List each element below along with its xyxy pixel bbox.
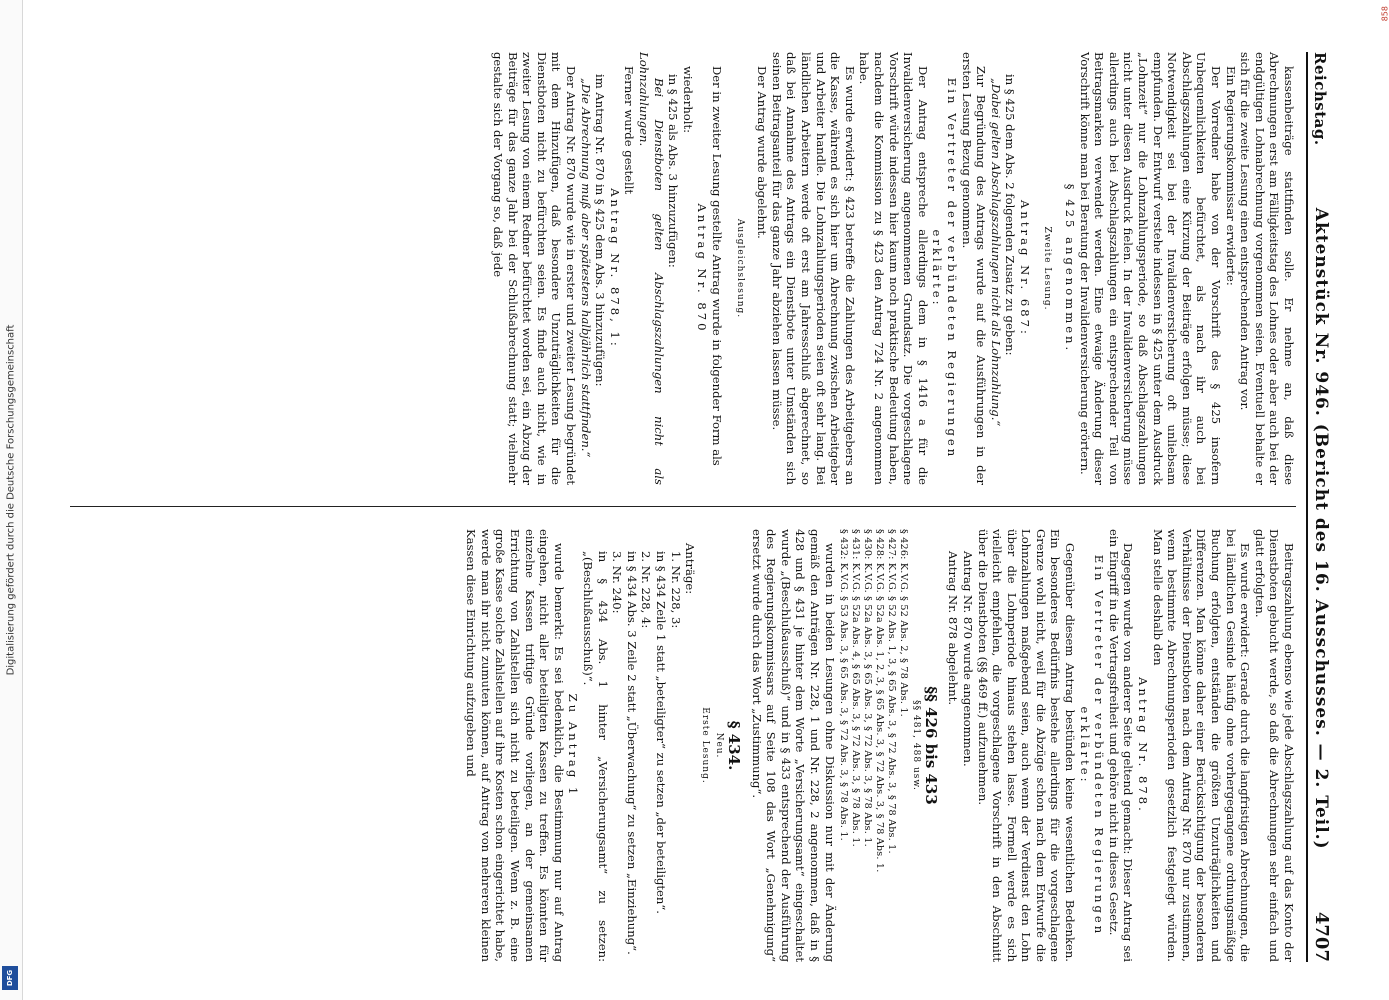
list-item: in § 434 Zeile 1 statt „beteiligter“ zu setzen „der beteiligten“.: [654, 551, 669, 914]
document-page: [60, 52, 1340, 962]
paragraph: wurde bemerkt: Es sei bedenklich, die Bestimmung nur auf Antrag eingehen, nicht aller beteiligten Kassen zu treffen. Es könnten für einzelne Kassen triftige Gründe vorliegen, an der gemeinsamen Errichtung von Zahlstellen sich nicht zu beteiligen. Wenn z. B. eine große Kasse solche Zahlstellen auf ihre Kosten schon eingerichtet habe, werde man ihr nicht zumuten können, auf Antrag von mehreren kleinen Kassen diese Einrichtung aufzugeben und: [464, 529, 566, 962]
paragraph: Ein Regierungskommissar erwiderte:: [1223, 66, 1238, 286]
motion-heading: Zu Antrag 1: [566, 693, 581, 798]
paragraph: Der Antrag wurde abgelehnt.: [755, 66, 770, 239]
quote: „Die Abrechnung muß aber spätestens halbjährlich stattfinden.“: [578, 78, 593, 458]
list-item: in § 434 Abs. 1 hinter „Versicherungsamt“ zu setzen: „(Beschlußausschuß)“.: [581, 551, 610, 962]
column-divider: [70, 506, 1296, 507]
list-item: in § 434 Abs. 3 Zeile 2 statt „Überwachung“ zu setzen „Einziehung“.: [624, 551, 639, 955]
list-item: 3. Nr. 240:: [610, 551, 625, 614]
paragraph: Dagegen wurde von anderer Seite geltend gemacht: Dieser Antrag sei ein Eingriff in die Vertragsfreiheit und gehöre nicht in dieses Gesetz.: [1106, 529, 1136, 962]
reference-line: § 426: K.V.G. § 52 Abs. 2, § 78 Abs. 1.: [897, 529, 909, 717]
paragraph: wurden in beiden Lesungen ohne Diskussion nur mit der Änderung gemäß den Anträgen Nr. 228, 1 und Nr. 228, 2 angenommen, daß in § 428 und § 431 je hinter dem Worte „Versicherungsamt“ eingeschaltet wurde „(Beschlußausschuß)“ und in § 433 entsprechend der Ausführung des Regierungskommissars auf Seite 108 das Wort „Genehmigung“ ersetzt wurde durch das Wort „Zustimmung“.: [749, 529, 837, 962]
section-heading: Ausgleichslesung.: [734, 218, 745, 319]
quote: „Dabei gelten Abschlagszahlungen nicht als Lohnzahlung.“: [988, 78, 1003, 427]
paragraph: in § 425 als Abs. 3 hinzuzufügen:: [666, 74, 681, 268]
paragraph: im Antrag Nr. 870 in § 425 dem Abs. 3 hinzuzufügen:: [593, 74, 608, 387]
page-number: 4707: [1311, 911, 1332, 962]
paragraph: kassenbeiträge stattfinden solle. Er nehme an, daß diese Abrechnungen erst am Fälligkeitstag des Lohnes oder aber auch bei der endgültigen Lohnabrechnung vorgenommen seien. Eventuell behalte er sich für die zweite Lesung einen entsprechenden Antrag vor.: [1238, 52, 1296, 485]
paragraph: Der Antrag entspreche allerdings dem in § 1416 a für die Invalidenversicherung angenommenen Grundsatz. Die vorgeschlagene Vorschrift würde indessen hier kaum noch praktische Bedeutung haben, nachdem die Kommission zu § 423 den Antrag 724 Nr. 2 angenommen habe.: [857, 52, 930, 485]
section-heading: § 434.: [725, 720, 743, 771]
left-column: [70, 52, 1296, 485]
paragraph: Der Antrag Nr. 870 wurde wie in erster und zweiter Lesung begründet mit dem Hinzufügen, daß besondere Unzuträglichkeiten für die Dienstboten nicht zu befürchten seien. Es finde auch nicht, wie in zweiter Lesung von einem Redner befürchtet worden sei, ein Abzug der Beiträge für das ganze Jahr bei der Schlußabrechnung statt; vielmehr gestalte sich der Vorgang so, daß jede: [491, 52, 579, 485]
paragraph: wiederholt:: [680, 66, 695, 134]
header-left: Reichstag.: [1311, 52, 1329, 146]
reference-line: § 430: K.V.G. § 52a Abs. 3, § 65 Abs. 3, § 72 Abs. 3, § 78 Abs. 1.: [861, 529, 873, 847]
paragraph: Beitragszahlung ebenso wie jede Abschlagszahlung auf das Konto der Dienstboten gebucht werde, so daß die Abrechnungen sehr einfach und glatt erfolgten.: [1252, 529, 1296, 962]
quote: Bei Dienstboten gelten Abschlagszahlungen nicht als Lohnzahlungen.: [637, 52, 666, 485]
paragraph: Zur Begründung des Antrags wurde auf die Ausführungen in der ersten Lesung Bezug genommen.: [959, 52, 989, 485]
motion-heading: Antrag Nr. 878, 1:: [607, 188, 622, 349]
paragraph: Es wurde erwidert: Gerade durch die langfristigen Abrechnungen, die bei ländlichen Gesinde häufig ohne vorhergegangene ordnungsmäßige Buchung erfolgten, entständen die größten Unzuträglichkeiten und Differenzen. Man könne daher einer Berücksichtigung der besonderen Verhältnisse der Dienstboten nach dem Antrag Nr. 870 nur zustimmen, wenn bestimmte Abrechnungsperioden gesetzlich festgelegt würden. Man stelle deshalb den: [1150, 529, 1253, 962]
motion-heading: Antrag Nr. 687:: [1017, 200, 1032, 337]
paragraph: Antrag Nr. 878 abgelehnt.: [946, 551, 961, 706]
right-column: [70, 529, 1296, 962]
dfg-logo-text: DFG: [6, 969, 14, 987]
section-subheading: Erste Lesung.: [699, 707, 710, 784]
paragraph: Der Vorredner habe von der Vorschrift des § 425 insofern Unbequemlichkeiten befürchtet, als nach ihr auch bei Abschlagszahlungen eine Kürzung der Beiträge erfolgen müsse; diese Notwendigkeit sei bei der Invalidenversicherung oft unliebsam empfunden. Der Entwurf verstehe indessen in § 425 unter dem Ausdruck „Lohnzeit“ nur die Lohnzahlungsperiode, so daß Abschlagszahlungen nicht unter diesen Ausdruck fielen. In der Invalidenversicherung müsse allerdings auch bei Abschlagszahlungen ein entsprechender Teil von Beitragsmarken verwendet werden. Eine etwaige Änderung dieser Vorschrift könne man bei Beratung der Invalidenversicherung erörtern.: [1077, 52, 1224, 485]
paragraph: Ein Vertreter der verbündeten Regierungen erklärte:: [930, 77, 959, 460]
reference-line: § 428: K.V.G. § 52a Abs. 1, 2, 3, § 65 Abs. 3, § 72 Abs. 3, § 78 Abs. 1.: [873, 529, 885, 873]
reference-line: § 432: K.V.G. § 53 Abs. 3, § 65 Abs. 3, § 72 Abs. 3, § 78 Abs. 1.: [837, 529, 849, 841]
header-title: Aktenstück Nr. 946. (Bericht des 16. Ausschusses. — 2. Teil.): [1311, 207, 1331, 850]
dfg-logo: [2, 966, 18, 990]
scan-area: [60, 52, 1340, 962]
paragraph: Der in zweiter Lesung gestellte Antrag wurde in folgender Form als: [710, 66, 725, 466]
paragraph: Anträge:: [683, 543, 698, 595]
section-heading: Zweite Lesung.: [1042, 226, 1053, 311]
corner-mark: 858: [1380, 6, 1389, 22]
page-header: [1306, 52, 1340, 962]
list-item: 2. Nr. 228, 4:: [639, 551, 654, 629]
funding-note: Digitalisierung gefördert durch die Deutsche Forschungsgemeinschaft: [5, 324, 17, 676]
paragraph: Es wurde erwidert: § 423 betreffe die Zahlungen des Arbeitgebers an die Kasse, während es sich hier um Abrechnung zwischen Arbeitgeber und Arbeiter handle. Die Lohnzahlungsperioden seien oft sehr lang. Bei ländlichen Arbeitern werde oft erst am Jahresschluß abgerechnet, so daß bei Annahme des Antrags ein Dienstbote unter Umständen sich seinen Beitragsanteil für das ganze Jahr abziehen lassen müsse.: [769, 52, 857, 485]
paragraph: in § 425 dem Abs. 2 folgenden Zusatz zu geben:: [1003, 74, 1018, 356]
paragraph: § 425 angenommen.: [1063, 183, 1078, 354]
side-strip: [0, 0, 23, 1000]
reference-line: § 427: K.V.G. § 52 Abs. 1, 3, § 65 Abs. 3, § 72 Abs. 3, § 78 Abs. 1.: [885, 529, 897, 854]
paragraph: Antrag Nr. 870 wurde angenommen.: [960, 551, 975, 767]
paragraph: Ein Vertreter der verbündeten Regierungen erklärte:: [1077, 554, 1107, 937]
section-subheading: Neu.: [714, 732, 725, 759]
reference-line: § 431: K.V.G. § 52a Abs. 4, § 65 Abs. 3, § 72 Abs. 3, § 78 Abs. 1.: [849, 529, 861, 847]
section-heading: §§ 426 bis 433: [921, 686, 940, 805]
motion-heading: Antrag Nr. 870: [695, 203, 710, 334]
paragraph: Gegenüber diesem Antrag bestünden keine wesentlichen Bedenken. Ein besonderes Bedürfnis bestehe allerdings für die vorgeschlagene Grenze wohl nicht, weil für die Abzüge schon nach dem Entwurfe die Lohnzahlungen maßgebend seien, auch wenn der Verdienst den Lohn über die Lohnperiode hinaus stehen lasse. Formell werde es sich vielleicht empfehlen, die vorgeschlagene Vorschrift in den Abschnitt über die Dienstboten (§§ 469 ff.) aufzunehmen.: [975, 529, 1078, 962]
motion-heading: Antrag Nr. 878.: [1136, 677, 1151, 814]
section-subheading: §§ 481, 488 usw.: [911, 700, 922, 791]
list-item: 1. Nr. 228, 3:: [668, 551, 683, 629]
paragraph: Ferner wurde gestellt: [622, 66, 637, 195]
